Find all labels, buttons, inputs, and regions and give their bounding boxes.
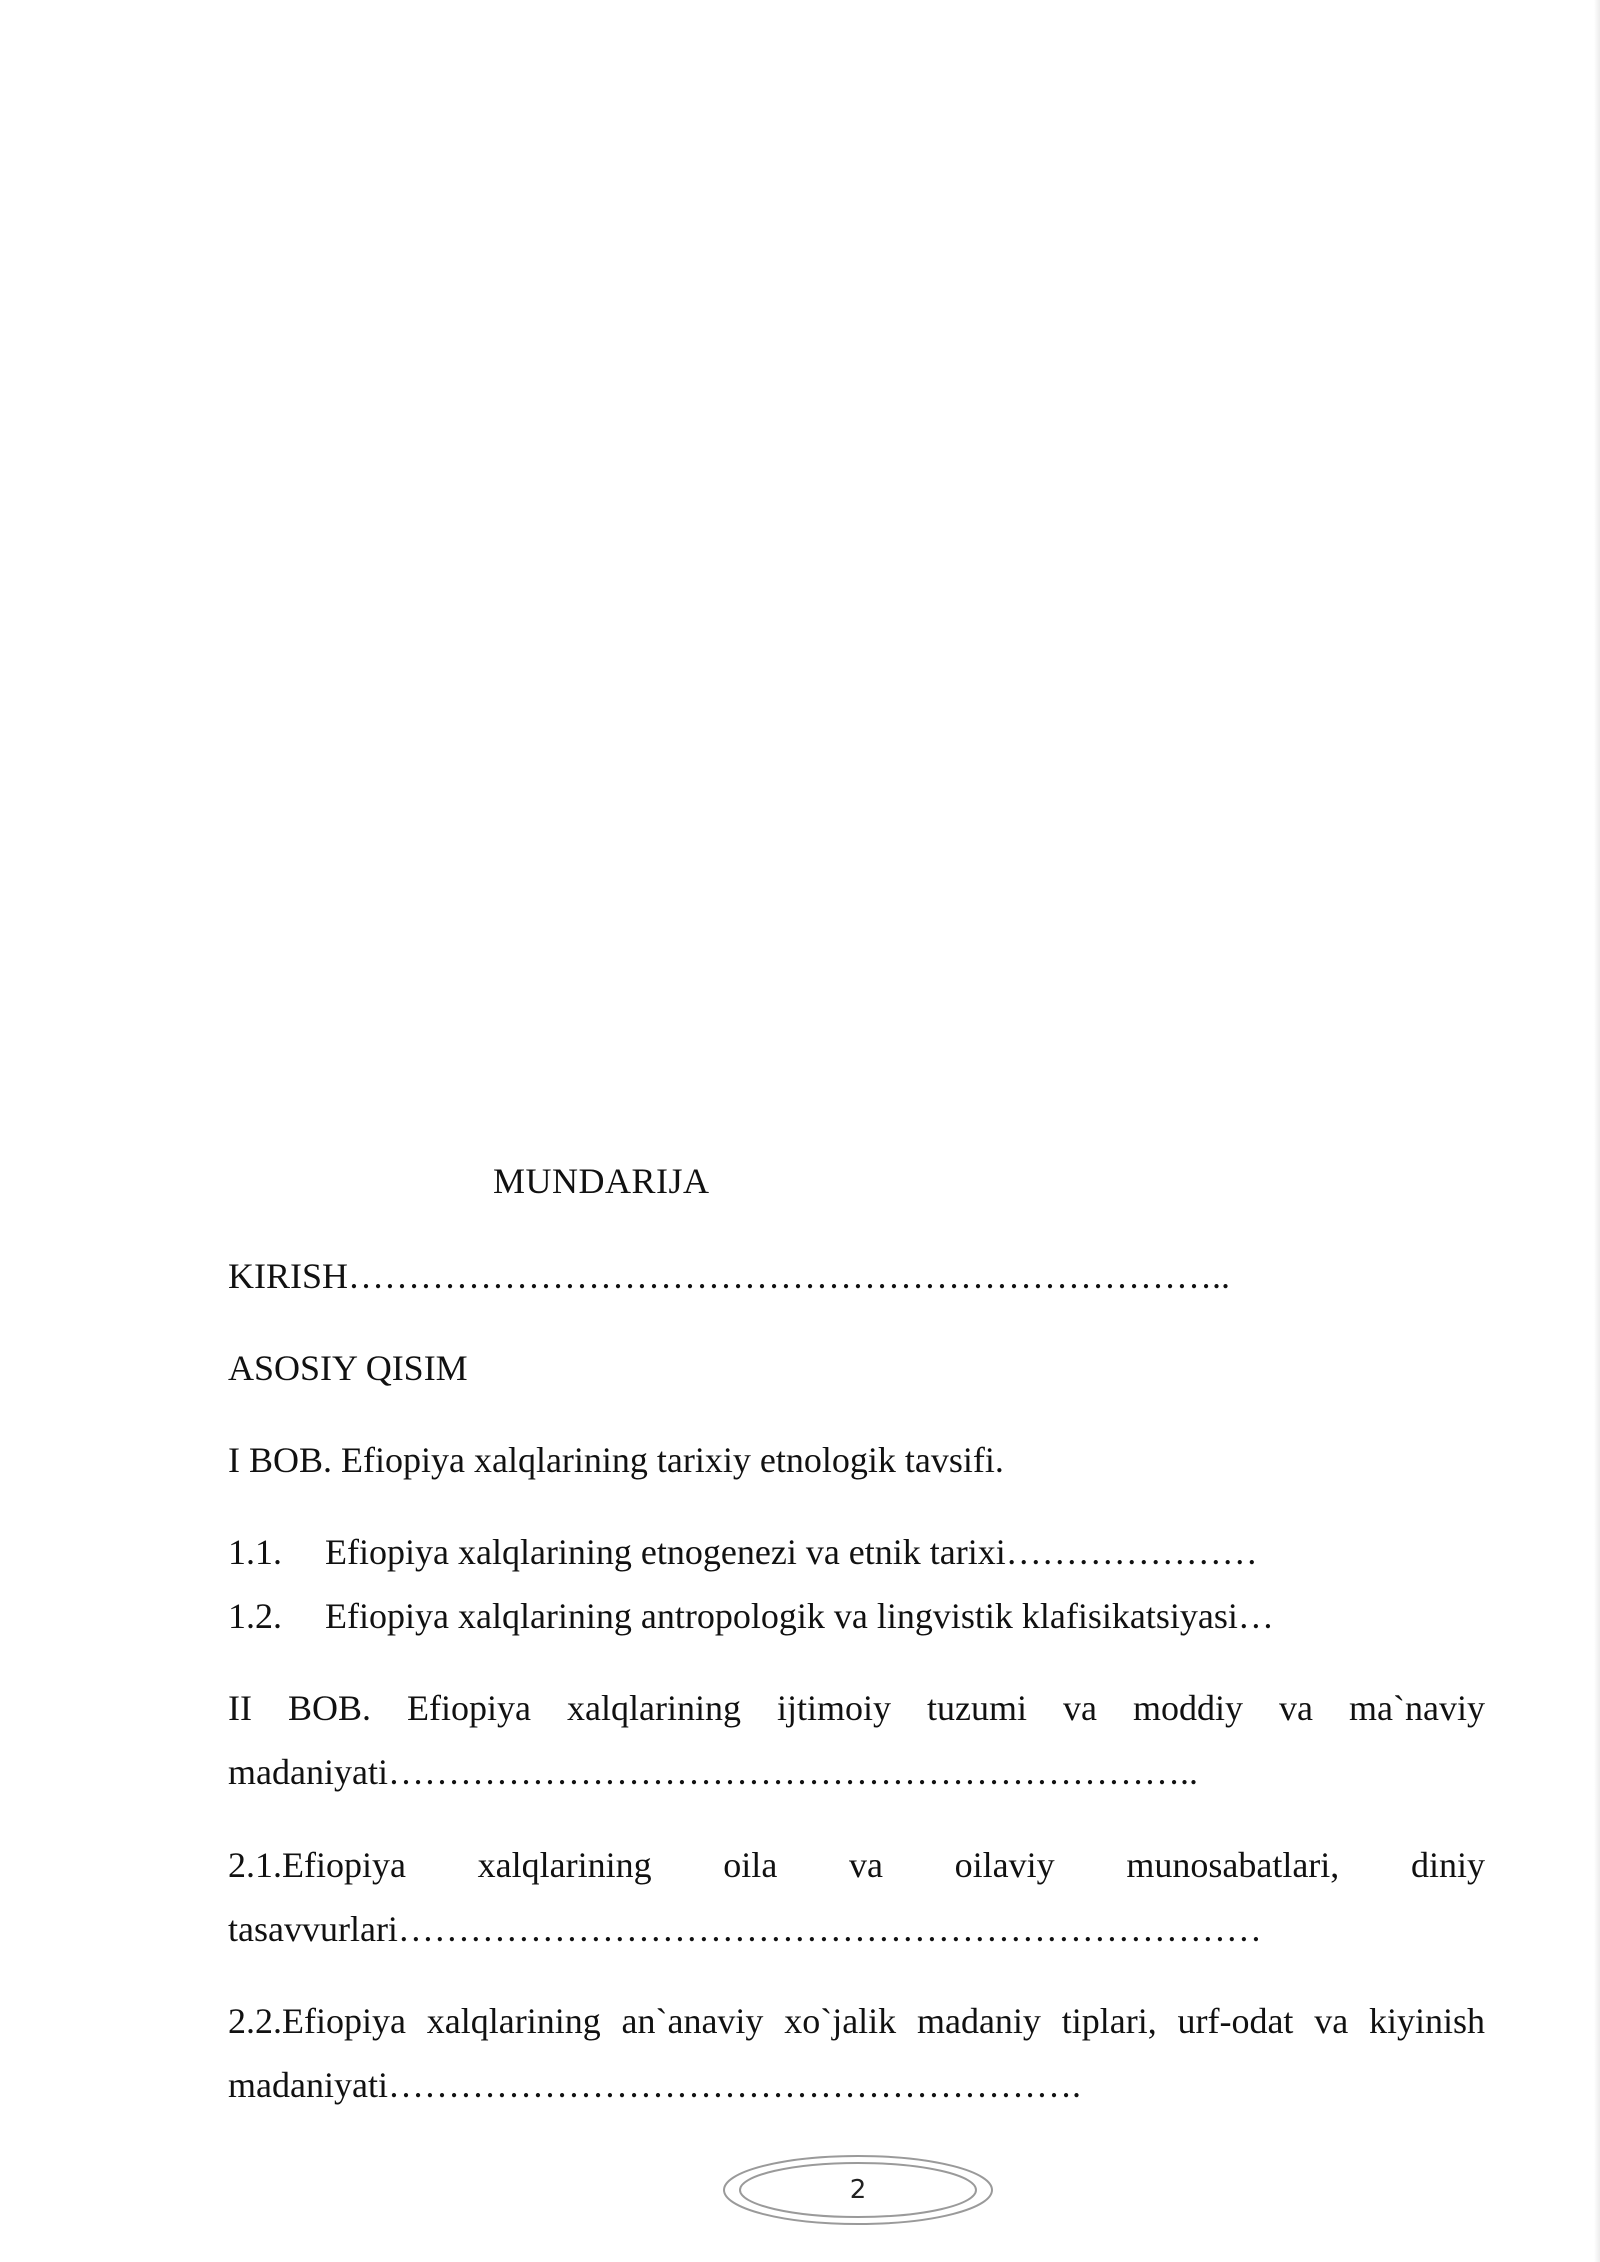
toc-entry-2-2-line-1: 2.2.Efiopiya xalqlarining an`anaviy xo`jalik madaniy tiplari, urf-odat va kiyinish xyxy=(228,2001,1485,2041)
toc-entry-1-1 xyxy=(228,1531,1258,1573)
toc-title: MUNDARIJA xyxy=(493,1161,710,1201)
page-edge xyxy=(1594,0,1600,2262)
toc-entry-2-1 xyxy=(228,1833,1485,1961)
toc-entry-2-1-line-1: 2.1.Efiopiya xalqlarining oila va oilaviy munosabatlari, diniy xyxy=(228,1845,1485,1885)
toc-entry-kirish: KIRISH……………………………………………………………….. xyxy=(228,1256,1231,1296)
page-number: 2 xyxy=(849,2175,867,2205)
toc-entry-2-1-line-2: tasavvurlari……………………………………………………………… xyxy=(228,1909,1262,1949)
page-number-badge xyxy=(718,2150,998,2230)
toc-entry-1-1-text: Efiopiya xalqlarining etnogenezi va etnik tarixi………………… xyxy=(325,1532,1258,1572)
toc-entry-1-2-number: 1.2. xyxy=(228,1596,282,1636)
toc-entry-bob-2-line-1: II BOB. Efiopiya xalqlarining ijtimoiy tuzumi va moddiy va ma`naviy xyxy=(228,1688,1485,1728)
toc-entry-bob-1: I BOB. Efiopiya xalqlarining tarixiy etnologik tavsifi. xyxy=(228,1440,1004,1480)
toc-entry-2-2 xyxy=(228,1989,1485,2117)
toc-entry-1-1-number: 1.1. xyxy=(228,1532,282,1572)
toc-entry-1-2 xyxy=(228,1595,1274,1637)
toc-entry-asosiy-qisim: ASOSIY QISIM xyxy=(228,1348,468,1388)
toc-entry-bob-2-line-2: madaniyati………………………………………………………….. xyxy=(228,1752,1198,1792)
toc-entry-bob-2 xyxy=(228,1676,1485,1804)
toc-entry-2-2-line-2: madaniyati…………………………………………………. xyxy=(228,2065,1081,2105)
toc-entry-1-2-text: Efiopiya xalqlarining antropologik va lingvistik klafisikatsiyasi… xyxy=(325,1596,1274,1636)
